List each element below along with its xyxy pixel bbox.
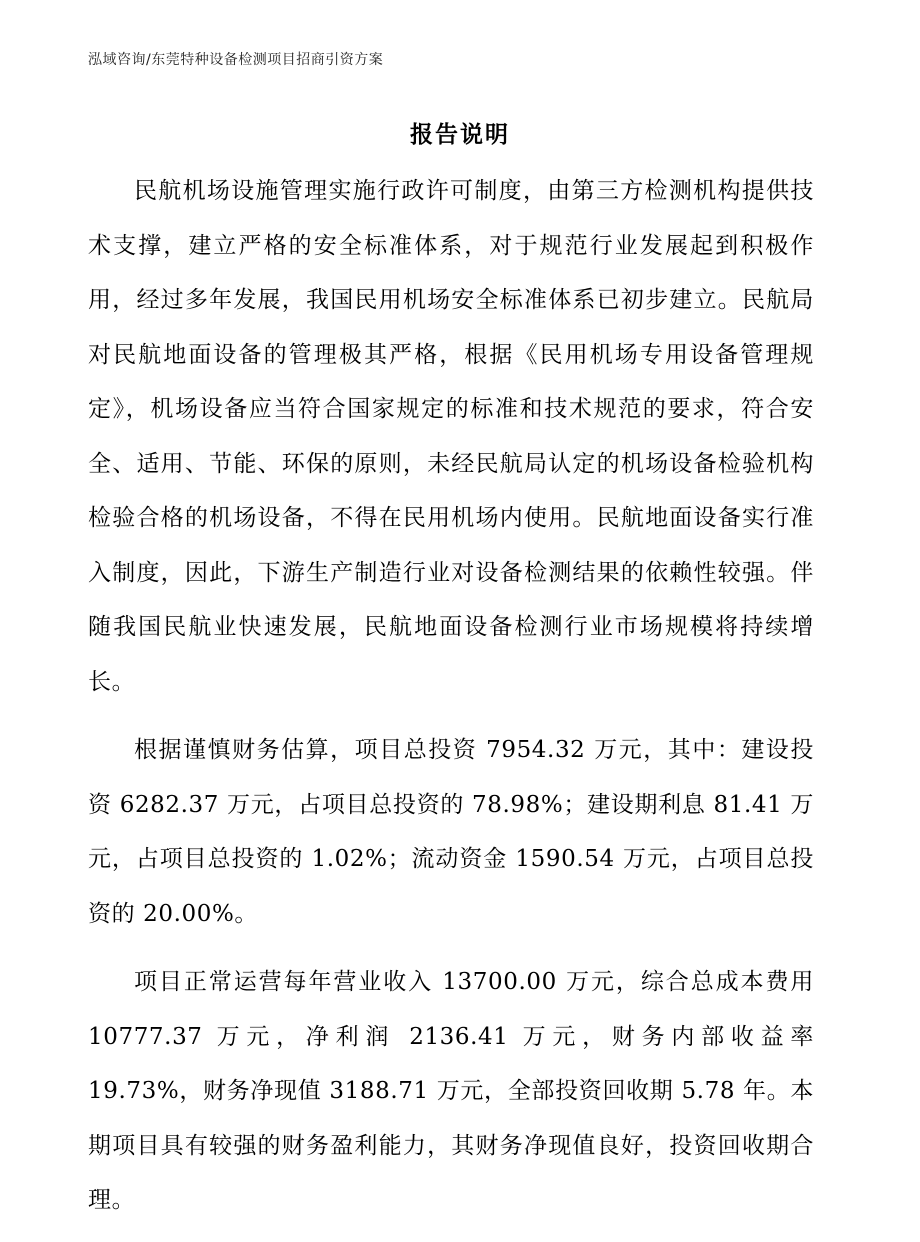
page-title: 报告说明 <box>410 122 510 148</box>
paragraph-background: 民航机场设施管理实施行政许可制度，由第三方检测机构提供技术支撑，建立严格的安全标准体系，对于规范行业发展起到积极作用，经过多年发展，我国民用机场安全标准体系已初步建立。民航局对民航地面设备的管理极其严格，根据《民用机场专用设备管理规定》，机场设备应当符合国家规定的标准和技术规范的要求，符合安全、适用、节能、环保的原则，未经民航局认定的机场设备检验机构检验合格的机场设备，不得在民用机场内使用。民航地面设备实行准入制度，因此，下游生产制造行业对设备检测结果的依赖性较强。伴随我国民航业快速发展，民航地面设备检测行业市场规模将持续增长。 <box>88 178 814 695</box>
paragraph-financial-returns: 项目正常运营每年营业收入 13700.00 万元，综合总成本费用 10777.37 万元，净利润 2136.41 万元，财务内部收益率 19.73%，财务净现值 3188.71 万元，全部投资回收期 5.78 年。本期项目具有较强的财务盈利能力，其财务净现值良好，投资回收期合理。 <box>88 969 814 1213</box>
paragraph-investment: 根据谨慎财务估算，项目总投资 7954.32 万元，其中：建设投资 6282.37 万元，占项目总投资的 78.98%；建设期利息 81.41 万元，占项目总投资的 1.02%；流动资金 1590.54 万元，占项目总投资的 20.00%。 <box>88 737 814 927</box>
report-body <box>88 164 814 1242</box>
running-header: 泓域咨询/东莞特种设备检测项目招商引资方案 <box>88 52 384 68</box>
